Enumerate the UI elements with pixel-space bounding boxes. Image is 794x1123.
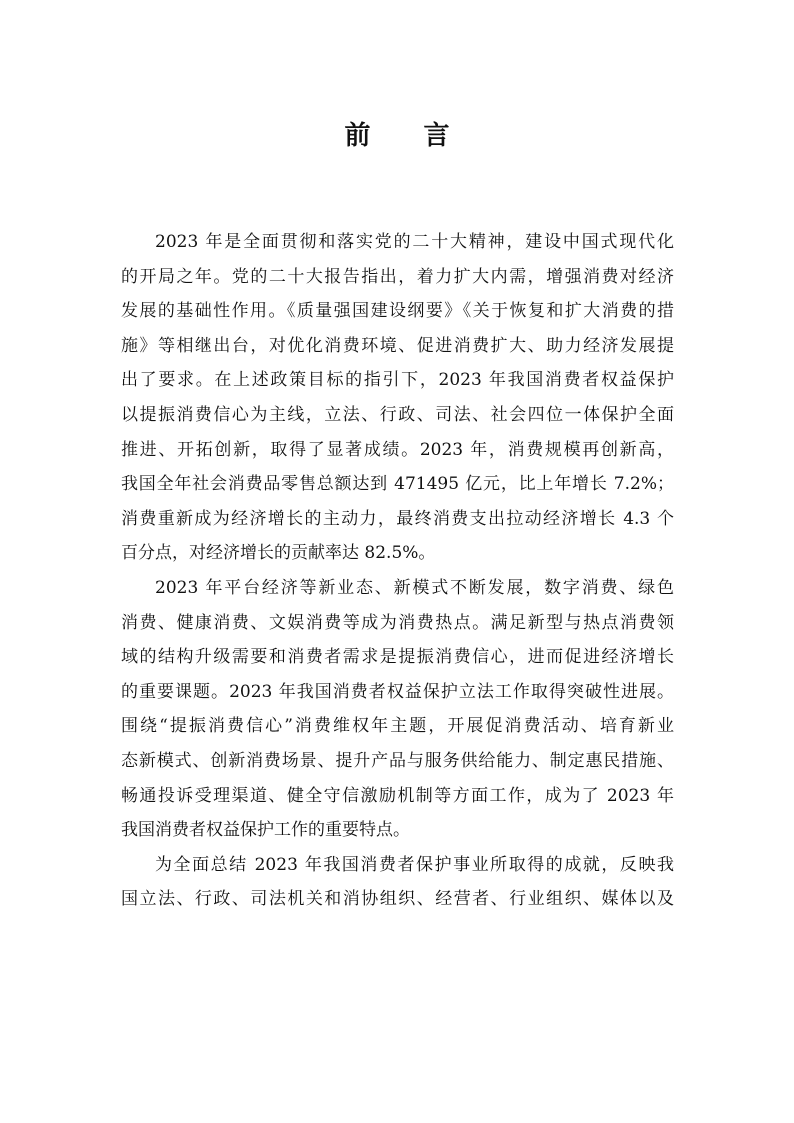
text-line: 为全面总结 2023 年我国消费者保护事业所取得的成就，反映我 [155, 854, 674, 875]
text-line: 2023 年是全面贯彻和落实党的二十大精神，建设中国式现代化 [155, 232, 674, 252]
text-line: 以提振消费信心为主线，立法、行政、司法、社会四位一体保护全面 [121, 404, 674, 425]
text-line: 态新模式、创新消费场景、提升产品与服务供给能力、制定惠民措施、 [121, 750, 674, 771]
text-line: 发展的基础性作用。《质量强国建设纲要》《关于恢复和扩大消费的措 [121, 301, 674, 322]
text-line: 出了要求。在上述政策目标的指引下，2023 年我国消费者权益保护 [121, 370, 674, 391]
text-line: 2023 年平台经济等新业态、新模式不断发展，数字消费、绿色 [155, 577, 674, 598]
text-line: 施》等相继出台，对优化消费环境、促进消费扩大、助力经济发展提 [121, 335, 674, 356]
text-line: 我国消费者权益保护工作的重要特点。 [121, 820, 410, 841]
text-line: 的重要课题。2023 年我国消费者权益保护立法工作取得突破性进展。 [121, 681, 674, 702]
text-line: 我国全年社会消费品零售总额达到 471495 亿元，比上年增长 7.2%； [121, 474, 674, 495]
text-line: 的开局之年。党的二十大报告指出，着力扩大内需，增强消费对经济 [121, 266, 674, 287]
text-line: 消费重新成为经济增长的主动力，最终消费支出拉动经济增长 4.3 个 [121, 508, 674, 529]
paragraph-3 [121, 848, 674, 917]
paragraph-1 [121, 225, 674, 571]
page-title: 前 言 [344, 121, 472, 151]
text-line: 畅通投诉受理渠道、健全守信激励机制等方面工作，成为了 2023 年 [121, 785, 674, 806]
text-line: 百分点，对经济增长的贡献率达 82.5%。 [121, 543, 436, 564]
text-line: 国立法、行政、司法机关和消协组织、经营者、行业组织、媒体以及 [121, 889, 674, 910]
text-line: 推进、开拓创新，取得了显著成绩。2023 年，消费规模再创新高， [121, 439, 674, 460]
text-line: 消费、健康消费、文娱消费等成为消费热点。满足新型与热点消费领 [121, 612, 674, 633]
text-line: 围绕“提振消费信心”消费维权年主题，开展促消费活动、培育新业 [121, 716, 674, 737]
document-body [121, 225, 674, 917]
paragraph-2 [121, 571, 674, 848]
text-line: 域的结构升级需要和消费者需求是提振消费信心，进而促进经济增长 [121, 647, 674, 668]
